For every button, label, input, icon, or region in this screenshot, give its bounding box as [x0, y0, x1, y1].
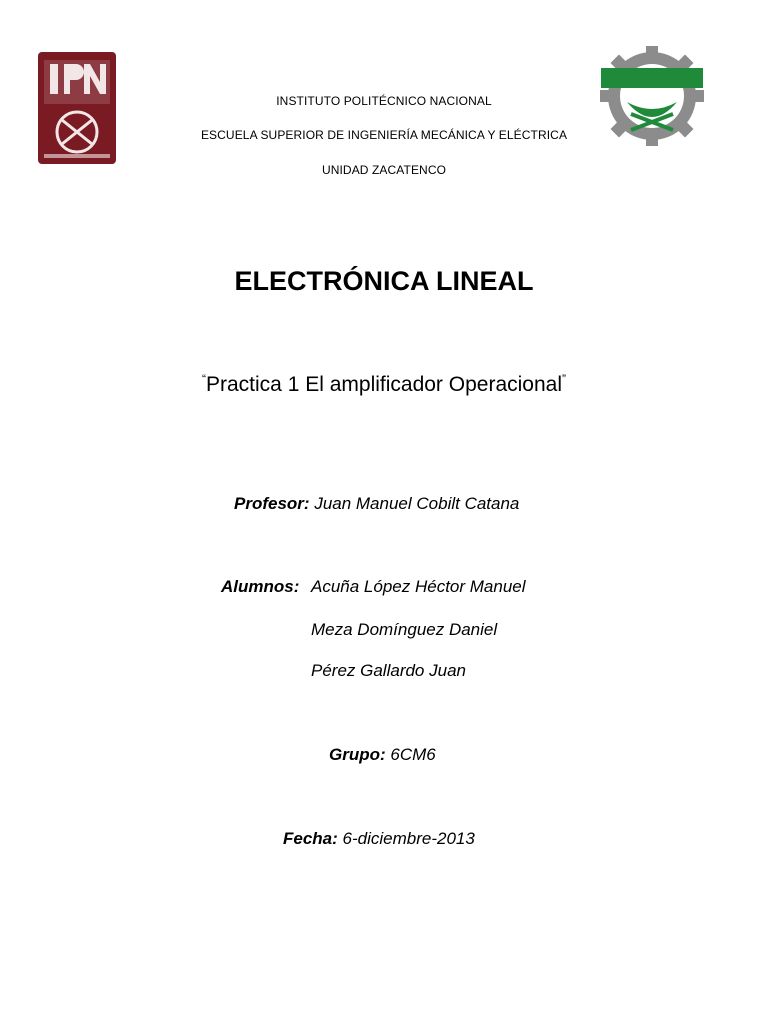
grupo-row	[329, 745, 436, 765]
ipn-logo	[36, 50, 118, 166]
institution-name: INSTITUTO POLITÉCNICO NACIONAL	[276, 94, 492, 108]
fecha-value: 6-diciembre-2013	[342, 829, 475, 848]
fecha-row	[283, 829, 475, 849]
grupo-value: 6CM6	[390, 745, 436, 764]
school-name: ESCUELA SUPERIOR DE INGENIERÍA MECÁNICA Y ELÉCTRICA	[200, 128, 568, 142]
alumno-name: Pérez Gallardo Juan	[311, 661, 466, 680]
close-quote: ”	[562, 372, 566, 386]
ipn-logo-icon	[36, 50, 118, 166]
profesor-row	[234, 494, 519, 514]
practice-subtitle	[0, 372, 768, 397]
alumno-name: Meza Domínguez Daniel	[311, 620, 498, 639]
alumnos-label-text: Alumnos:	[221, 577, 300, 596]
subtitle-text: Practica 1 El amplificador Operacional	[206, 373, 562, 396]
alumno-name: Acuña López Héctor Manuel	[311, 577, 526, 596]
document-title: ELECTRÓNICA LINEAL	[234, 266, 534, 296]
profesor-name: Juan Manuel Cobilt Catana	[314, 494, 520, 513]
alumnos-label	[221, 577, 299, 597]
unit-name: UNIDAD ZACATENCO	[321, 163, 447, 177]
grupo-label: Grupo:	[329, 745, 386, 764]
fecha-label: Fecha:	[283, 829, 338, 848]
open-quote: “	[202, 372, 206, 386]
profesor-label: Profesor:	[234, 494, 310, 513]
